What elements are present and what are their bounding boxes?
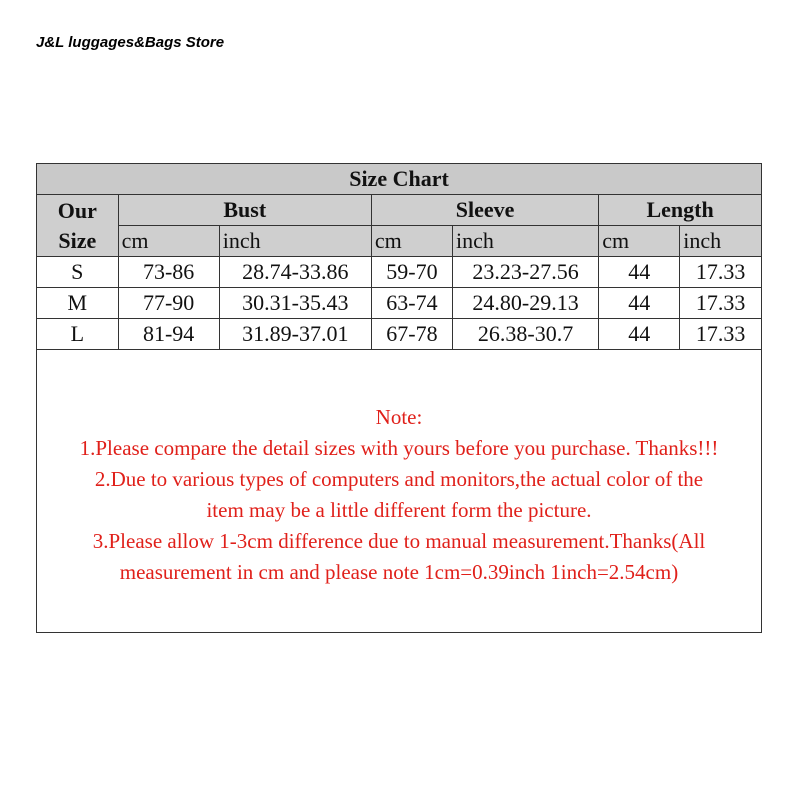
group-header-row (37, 195, 761, 226)
note-line-5: measurement in cm and please note 1cm=0.39inch 1inch=2.54cm) (119, 560, 679, 584)
our-size-line2: Size (58, 227, 97, 253)
unit-length-inch: inch (680, 226, 761, 257)
sleeve-cm: 67-78 (371, 319, 452, 350)
length-cm: 44 (599, 319, 680, 350)
size-label: M (37, 288, 118, 319)
sleeve-cm: 59-70 (371, 257, 452, 288)
unit-sleeve-cm: cm (371, 226, 452, 257)
unit-bust-cm: cm (118, 226, 219, 257)
unit-sleeve-inch: inch (453, 226, 599, 257)
bust-cm: 77-90 (118, 288, 219, 319)
bust-inch: 28.74-33.86 (219, 257, 371, 288)
note-line-2: 2.Due to various types of computers and monitors,the actual color of the (94, 467, 704, 491)
unit-length-cm: cm (599, 226, 680, 257)
length-inch: 17.33 (680, 319, 761, 350)
sleeve-inch: 24.80-29.13 (453, 288, 599, 319)
size-table (37, 164, 761, 350)
note-block (37, 402, 761, 588)
table-row (37, 257, 761, 288)
store-name: J&L luggages&Bags Store (36, 34, 225, 51)
note-line-3: item may be a little different form the picture. (206, 498, 592, 522)
table-row (37, 288, 761, 319)
sleeve-header: Sleeve (371, 195, 598, 226)
size-chart (36, 163, 762, 633)
unit-header-row (37, 226, 761, 257)
length-cm: 44 (599, 257, 680, 288)
bust-header: Bust (118, 195, 371, 226)
table-row (37, 319, 761, 350)
sleeve-inch: 23.23-27.56 (453, 257, 599, 288)
note-heading: Note: (375, 405, 423, 429)
bust-cm: 81-94 (118, 319, 219, 350)
sleeve-inch: 26.38-30.7 (453, 319, 599, 350)
sleeve-cm: 63-74 (371, 288, 452, 319)
our-size-header (37, 195, 118, 257)
chart-title: Size Chart (37, 164, 761, 195)
title-row (37, 164, 761, 195)
length-inch: 17.33 (680, 288, 761, 319)
unit-bust-inch: inch (219, 226, 371, 257)
length-header: Length (599, 195, 761, 226)
bust-inch: 30.31-35.43 (219, 288, 371, 319)
bust-cm: 73-86 (118, 257, 219, 288)
length-cm: 44 (599, 288, 680, 319)
our-size-line1: Our (57, 197, 97, 223)
bust-inch: 31.89-37.01 (219, 319, 371, 350)
length-inch: 17.33 (680, 257, 761, 288)
size-label: S (37, 257, 118, 288)
note-line-4: 3.Please allow 1-3cm difference due to manual measurement.Thanks(All (92, 529, 706, 553)
note-line-1: 1.Please compare the detail sizes with yours before you purchase. Thanks!!! (79, 436, 719, 460)
size-label: L (37, 319, 118, 350)
